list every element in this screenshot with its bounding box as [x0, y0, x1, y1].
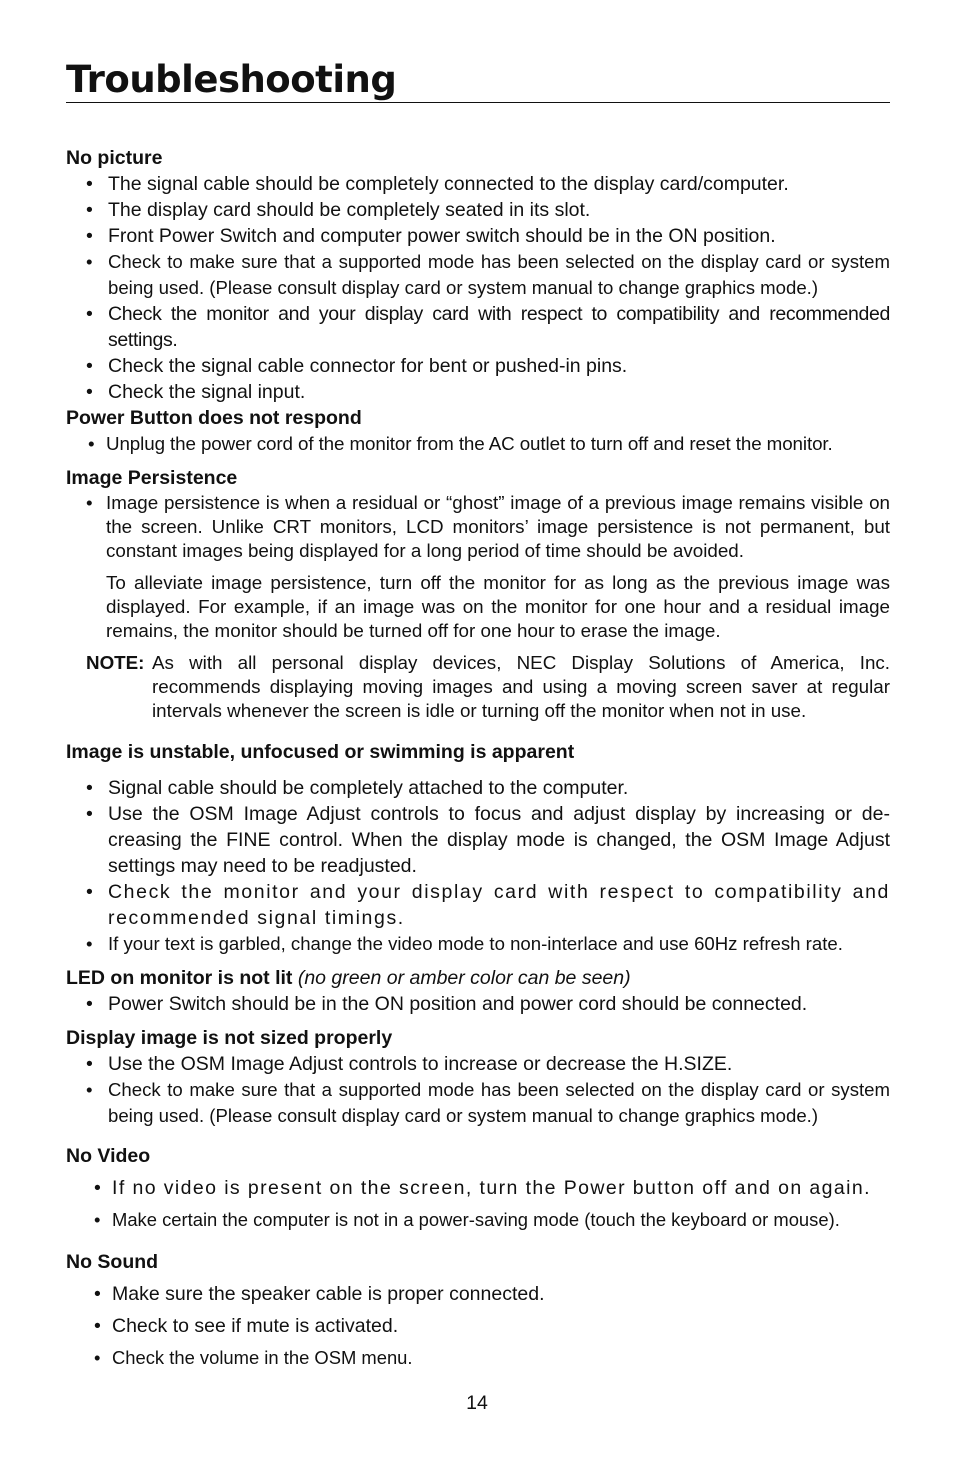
section-image-unstable — [66, 739, 890, 957]
list-item: • Check the signal cable connector for bent or pushed-in pins. — [86, 355, 628, 377]
page-title: Troubleshooting — [66, 58, 890, 103]
bullet-icon: • — [86, 933, 93, 954]
note-block — [86, 651, 890, 723]
section-no-picture — [66, 145, 890, 405]
list-item: • Check to see if mute is activated. — [94, 1315, 399, 1337]
page-number: 14 — [466, 1392, 488, 1414]
section-heading: No Video — [66, 1145, 151, 1167]
bullet-icon: • — [88, 433, 95, 454]
bullet-icon: • — [86, 492, 93, 513]
section-heading: No picture — [66, 147, 163, 169]
list-item: • Check the monitor and your display card with respect to compatibility and recommended signal timings. — [86, 881, 890, 929]
list-item: • The signal cable should be completely connected to the display card/computer. — [86, 173, 789, 195]
bullet-list — [66, 171, 890, 405]
list-item: • Check the signal input. — [86, 381, 306, 403]
bullet-icon: • — [86, 225, 93, 247]
bullet-icon: • — [86, 993, 93, 1015]
section-heading: No Sound — [66, 1251, 159, 1273]
list-item: • Make sure the speaker cable is proper connected. — [94, 1283, 545, 1305]
bullet-list — [66, 1175, 890, 1233]
bullet-icon: • — [86, 777, 93, 799]
paragraph: To alleviate image persistence, turn off the monitor for as long as the previous image was displayed. For example, if an image was on the monitor for one hour and a residual image remains, the monitor should be turned off for one hour to erase the image. — [106, 572, 890, 641]
section-heading: Image Persistence — [66, 467, 238, 489]
bullet-list — [66, 491, 890, 563]
list-item: • Check the volume in the OSM menu. — [66, 1345, 890, 1371]
section-image-persistence — [66, 465, 890, 723]
bullet-icon: • — [86, 881, 95, 903]
document-page — [66, 58, 890, 1371]
list-item: • Use the OSM Image Adjust controls to increase or decrease the H.SIZE. — [86, 1053, 733, 1075]
bullet-icon: • — [86, 199, 93, 221]
section-heading: Power Button does not respond — [66, 407, 362, 429]
section-not-sized — [66, 1025, 890, 1129]
list-item: • Use the OSM Image Adjust controls to focus and adjust display by increasing or de-creasing the FINE control. When the display mode is changed, the OSM Image Adjust settings may need to be readjusted. — [86, 803, 890, 877]
section-heading: Display image is not sized properly — [66, 1027, 393, 1049]
list-item: • Image persistence is when a residual or “ghost” image of a previous image remains visible on the screen. Unlike CRT monitors, LCD monitors’ image persistence is not permanent, but constant images being displayed for a long period of time should be avoided. — [86, 492, 890, 561]
list-item: • If no video is present on the screen, turn the Power button off and on again. — [94, 1177, 871, 1199]
list-item: • Check to make sure that a supported mode has been selected on the display card or system being used. (Please consult display card or system manual to change graphics mode.) — [86, 251, 890, 298]
bullet-list — [66, 1281, 890, 1371]
bullet-icon: • — [94, 1283, 101, 1305]
list-item: • Unplug the power cord of the monitor from the AC outlet to turn off and reset the monitor. — [66, 431, 890, 457]
bullet-icon: • — [86, 381, 93, 403]
list-item: • Signal cable should be completely attached to the computer. — [86, 777, 629, 799]
section-no-sound — [66, 1249, 890, 1371]
bullet-icon: • — [94, 1209, 101, 1230]
bullet-icon: • — [86, 803, 93, 825]
heading-note: (no green or amber color can be seen) — [297, 967, 631, 989]
list-item: • Check to make sure that a supported mode has been selected on the display card or system being used. (Please consult display card or system manual to change graphics mode.) — [86, 1079, 890, 1126]
section-no-video — [66, 1143, 890, 1233]
list-item: • Check the monitor and your display card with respect to compatibility and recommended settings. — [86, 303, 890, 351]
bullet-icon: • — [94, 1347, 101, 1368]
section-heading: Image is unstable, unfocused or swimming is apparent — [66, 741, 575, 763]
note-label: NOTE: — [86, 652, 145, 673]
list-item: • Front Power Switch and computer power switch should be in the ON position. — [86, 225, 776, 247]
bullet-list — [66, 1051, 890, 1129]
bullet-icon: • — [94, 1177, 103, 1199]
bullet-icon: • — [86, 173, 93, 195]
section-power-button — [66, 405, 890, 457]
bullet-list — [66, 991, 890, 1017]
list-item: • If your text is garbled, change the video mode to non-interlace and use 60Hz refresh rate. — [66, 931, 890, 957]
bullet-list — [66, 775, 890, 957]
bullet-icon: • — [86, 355, 93, 377]
list-item: • Make certain the computer is not in a power-saving mode (touch the keyboard or mouse). — [66, 1207, 890, 1233]
note-text: As with all personal display devices, NEC Display Solutions of America, Inc. recommends displaying moving images and using a moving screen saver at regular intervals whenever the screen is idle or turning off the monitor when not in use. — [152, 652, 890, 721]
bullet-list — [66, 431, 890, 457]
bullet-icon: • — [94, 1315, 101, 1337]
bullet-icon: • — [86, 1053, 93, 1075]
list-item: • Power Switch should be in the ON position and power cord should be connected. — [86, 993, 808, 1015]
list-item: • The display card should be completely seated in its slot. — [86, 199, 591, 221]
bullet-icon: • — [86, 303, 93, 325]
bullet-icon: • — [86, 1079, 93, 1100]
section-heading: LED on monitor is not lit (no green or amber color can be seen) — [66, 967, 631, 989]
section-led — [66, 965, 890, 1017]
bullet-icon: • — [86, 251, 93, 272]
